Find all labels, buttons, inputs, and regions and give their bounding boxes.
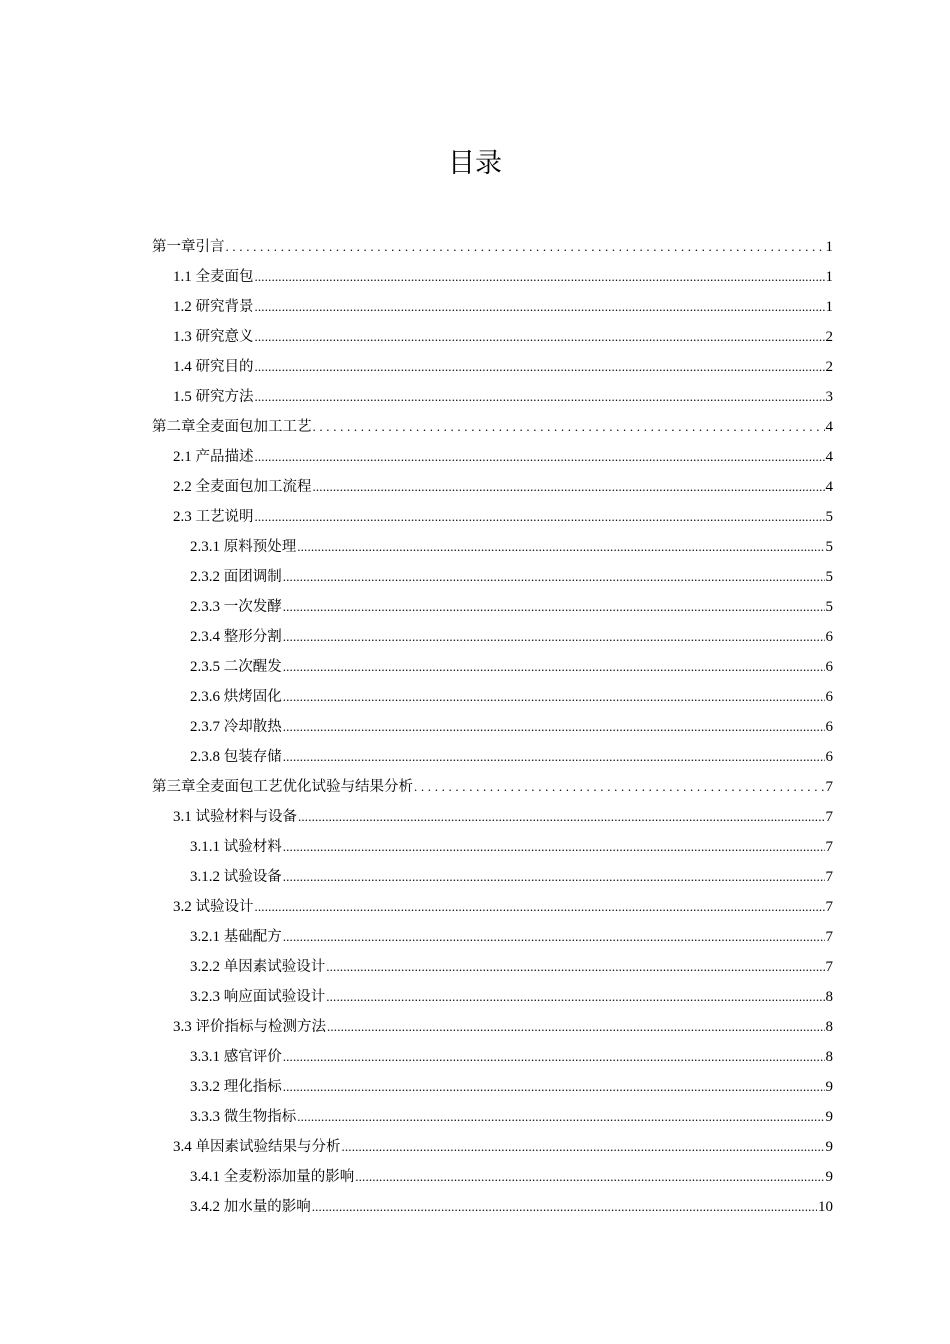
toc-entry[interactable] xyxy=(173,292,833,322)
toc-entry[interactable] xyxy=(190,532,833,562)
toc-entry-page: 9 xyxy=(825,1139,833,1155)
toc-entry-title: 试验材料与设备 xyxy=(195,809,297,825)
toc-entry-number: 1.3 xyxy=(173,329,192,345)
toc-entry-title: 整形分割 xyxy=(223,629,282,645)
toc-entry-title: 响应面试验设计 xyxy=(223,989,326,1005)
toc-entry-number: 1.5 xyxy=(173,389,192,405)
toc-dot-leader xyxy=(313,412,825,442)
toc-entry-title: 一次发酵 xyxy=(223,599,282,615)
toc-dot-leader xyxy=(283,562,825,592)
toc-entry[interactable] xyxy=(190,592,833,622)
toc-dot-leader xyxy=(326,952,824,982)
toc-entry[interactable] xyxy=(190,1102,833,1132)
toc-title: 目录 xyxy=(448,148,502,179)
toc-entry[interactable] xyxy=(190,712,833,742)
toc-entry[interactable] xyxy=(190,1162,833,1192)
toc-entry[interactable] xyxy=(190,1072,833,1102)
toc-dot-leader xyxy=(283,622,825,652)
toc-entry[interactable] xyxy=(173,262,833,292)
toc-entry[interactable] xyxy=(173,382,833,412)
toc-entry[interactable] xyxy=(173,442,833,472)
toc-entry-number: 3.3 xyxy=(173,1019,192,1035)
toc-entry-number: 2.3.1 xyxy=(190,539,220,555)
toc-entry-page: 7 xyxy=(825,899,833,915)
toc-entry-number: 2.3.2 xyxy=(190,569,220,585)
toc-entry-page: 7 xyxy=(825,809,833,825)
toc-dot-leader xyxy=(255,352,825,382)
toc-entry-number: 3.3.2 xyxy=(190,1079,220,1095)
toc-entry[interactable] xyxy=(173,322,833,352)
toc-entry[interactable] xyxy=(173,892,833,922)
toc-entry-number: 2.1 xyxy=(173,449,192,465)
toc-entry-number: 3.4 xyxy=(173,1139,192,1155)
toc-entry-number: 3.2 xyxy=(173,899,192,915)
toc-dot-leader xyxy=(255,322,825,352)
toc-entry-title: 原料预处理 xyxy=(223,539,297,555)
toc-dot-leader xyxy=(342,1132,825,1162)
toc-entry-page: 8 xyxy=(825,989,833,1005)
toc-entry-title: 感官评价 xyxy=(223,1049,282,1065)
toc-entry-page: 1 xyxy=(825,269,833,285)
toc-entry[interactable] xyxy=(190,1192,833,1222)
toc-dot-leader xyxy=(283,862,825,892)
toc-entry-title: 冷却散热 xyxy=(223,719,282,735)
toc-entry-number: 1.4 xyxy=(173,359,192,375)
toc-entry-page: 6 xyxy=(825,629,833,645)
toc-dot-leader xyxy=(297,1102,824,1132)
toc-dot-leader xyxy=(298,802,825,832)
toc-dot-leader xyxy=(226,232,825,262)
toc-dot-leader xyxy=(283,682,825,712)
toc-dot-leader xyxy=(255,382,825,412)
toc-entry-number: 2.3.3 xyxy=(190,599,220,615)
toc-entry-title: 全麦面包加工流程 xyxy=(195,479,312,495)
toc-entry-title: 单因素试验设计 xyxy=(223,959,326,975)
toc-entry-title: 研究目的 xyxy=(195,359,254,375)
toc-entry[interactable] xyxy=(173,502,833,532)
toc-dot-leader xyxy=(283,1072,825,1102)
toc-dot-leader xyxy=(283,742,825,772)
toc-entry-page: 7 xyxy=(825,959,833,975)
toc-entry[interactable] xyxy=(190,862,833,892)
toc-dot-leader xyxy=(283,652,825,682)
toc-entry-page: 8 xyxy=(825,1049,833,1065)
toc-entry-title: 全麦粉添加量的影响 xyxy=(223,1169,355,1185)
toc-entry-page: 5 xyxy=(825,509,833,525)
toc-entry-title: 工艺说明 xyxy=(195,509,254,525)
toc-entry-page: 6 xyxy=(825,719,833,735)
toc-entry-number: 3.4.2 xyxy=(190,1199,220,1215)
toc-dot-leader xyxy=(255,262,825,292)
toc-entry-title: 包装存储 xyxy=(223,749,282,765)
toc-dot-leader xyxy=(283,1042,825,1072)
toc-entry-page: 7 xyxy=(825,779,833,795)
toc-entry-page: 1 xyxy=(825,239,833,255)
toc-entry-page: 5 xyxy=(825,599,833,615)
toc-entry-page: 10 xyxy=(818,1199,833,1215)
toc-entry[interactable] xyxy=(190,982,833,1012)
toc-entry-page: 4 xyxy=(825,479,833,495)
toc-entry-number: 1.1 xyxy=(173,269,192,285)
toc-entry-title: 微生物指标 xyxy=(223,1109,297,1125)
toc-dot-leader xyxy=(255,442,825,472)
toc-entry[interactable] xyxy=(152,232,833,262)
toc-entry-page: 4 xyxy=(825,419,833,435)
toc-dot-leader xyxy=(283,832,825,862)
toc-entry-title: 第一章引言 xyxy=(152,239,225,255)
toc-dot-leader xyxy=(326,982,824,1012)
toc-dot-leader xyxy=(355,1162,824,1192)
toc-dot-leader xyxy=(327,1012,825,1042)
toc-dot-leader xyxy=(255,892,825,922)
toc-entry-page: 7 xyxy=(825,929,833,945)
toc-entry-number: 3.3.1 xyxy=(190,1049,220,1065)
toc-entry[interactable] xyxy=(190,682,833,712)
toc-entry-title: 试验材料 xyxy=(223,839,282,855)
toc-entry-page: 6 xyxy=(825,749,833,765)
toc-entry-title: 第三章全麦面包工艺优化试验与结果分析 xyxy=(152,779,413,795)
toc-entry-page: 9 xyxy=(825,1079,833,1095)
toc-entry-title: 产品描述 xyxy=(195,449,254,465)
toc-entry-page: 9 xyxy=(825,1169,833,1185)
toc-entry-number: 2.3.4 xyxy=(190,629,220,645)
toc-entry-number: 3.3.3 xyxy=(190,1109,220,1125)
toc-entry-title: 基础配方 xyxy=(223,929,282,945)
toc-dot-leader xyxy=(283,922,825,952)
toc-entry[interactable] xyxy=(173,352,833,382)
toc-entry-page: 6 xyxy=(825,659,833,675)
toc-entry-title: 二次醒发 xyxy=(223,659,282,675)
toc-entry-page: 2 xyxy=(825,329,833,345)
toc-entry[interactable] xyxy=(173,802,833,832)
toc-entry-title: 试验设备 xyxy=(223,869,282,885)
toc-dot-leader xyxy=(297,532,824,562)
toc-entry[interactable] xyxy=(190,562,833,592)
toc-entry-page: 7 xyxy=(825,869,833,885)
toc-entry-title: 理化指标 xyxy=(223,1079,282,1095)
toc-entry-page: 1 xyxy=(825,299,833,315)
toc-entry-title: 烘烤固化 xyxy=(223,689,282,705)
toc-entry-title: 评价指标与检测方法 xyxy=(195,1019,326,1035)
toc-entry-page: 7 xyxy=(825,839,833,855)
toc-entry-number: 3.1.1 xyxy=(190,839,220,855)
toc-dot-leader xyxy=(312,1192,817,1222)
toc-entry-title: 单因素试验结果与分析 xyxy=(195,1139,341,1155)
toc-entry-number: 3.2.3 xyxy=(190,989,220,1005)
toc-entry-title: 面团调制 xyxy=(223,569,282,585)
toc-entry-number: 2.3.6 xyxy=(190,689,220,705)
toc-entry-page: 2 xyxy=(825,359,833,375)
toc-entry-number: 3.1.2 xyxy=(190,869,220,885)
toc-entry[interactable] xyxy=(190,652,833,682)
toc-entry-page: 5 xyxy=(825,569,833,585)
toc-dot-leader xyxy=(313,472,825,502)
toc-entry-page: 5 xyxy=(825,539,833,555)
toc-entry-number: 3.2.1 xyxy=(190,929,220,945)
toc-entry[interactable] xyxy=(152,412,833,442)
toc-entry-page: 8 xyxy=(825,1019,833,1035)
toc-entry-number: 2.2 xyxy=(173,479,192,495)
toc-entry[interactable] xyxy=(173,1012,833,1042)
toc-dot-leader xyxy=(283,592,825,622)
toc-dot-leader xyxy=(283,712,825,742)
toc-entry-number: 3.2.2 xyxy=(190,959,220,975)
toc-dot-leader xyxy=(255,292,825,322)
toc-entry-page: 3 xyxy=(825,389,833,405)
toc-entry-page: 4 xyxy=(825,449,833,465)
toc-entry[interactable] xyxy=(190,622,833,652)
toc-entry-title: 第二章全麦面包加工工艺 xyxy=(152,419,312,435)
toc-entry-number: 2.3.8 xyxy=(190,749,220,765)
toc-entry-title: 加水量的影响 xyxy=(223,1199,311,1215)
toc-entry[interactable] xyxy=(190,742,833,772)
toc-entry[interactable] xyxy=(190,832,833,862)
toc-entry[interactable] xyxy=(190,922,833,952)
toc-entry[interactable] xyxy=(190,1042,833,1072)
toc-entry[interactable] xyxy=(190,952,833,982)
toc-entry-number: 3.1 xyxy=(173,809,192,825)
toc-entry[interactable] xyxy=(152,772,833,802)
toc-entry[interactable] xyxy=(173,1132,833,1162)
toc-entry-page: 9 xyxy=(825,1109,833,1125)
toc-entry-number: 3.4.1 xyxy=(190,1169,220,1185)
toc-entry-number: 2.3.5 xyxy=(190,659,220,675)
toc-entry-page: 6 xyxy=(825,689,833,705)
toc-entry-title: 研究方法 xyxy=(195,389,254,405)
toc-dot-leader xyxy=(255,502,825,532)
toc-entry-number: 2.3 xyxy=(173,509,192,525)
toc-entry-title: 全麦面包 xyxy=(195,269,254,285)
toc-entry-number: 1.2 xyxy=(173,299,192,315)
toc-entry-number: 2.3.7 xyxy=(190,719,220,735)
toc-dot-leader xyxy=(414,772,825,802)
toc-entry-title: 研究意义 xyxy=(195,329,254,345)
toc-entry-title: 研究背景 xyxy=(195,299,254,315)
toc-entry-title: 试验设计 xyxy=(195,899,254,915)
toc-entry[interactable] xyxy=(173,472,833,502)
